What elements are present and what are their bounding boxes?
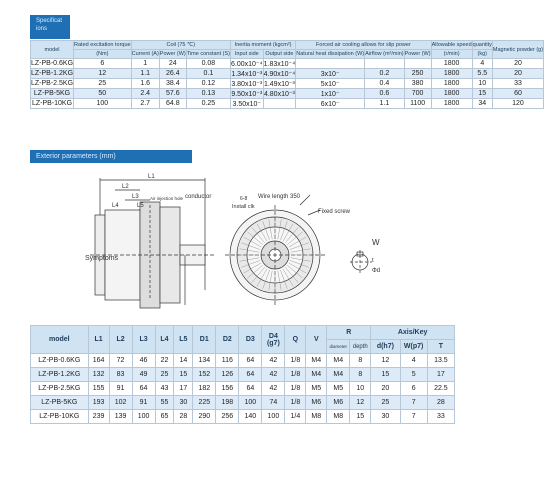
table-cell: 155 [88, 382, 109, 396]
table-cell: 4.90x10⁻⁴ [263, 70, 296, 78]
col-torque-unit: (Nm) [74, 50, 132, 59]
table-cell: 57.6 [159, 89, 186, 99]
table-cell: M4 [327, 354, 350, 368]
table-cell: 3.80x10⁻³ [231, 80, 263, 88]
table-cell: 1100 [404, 99, 431, 109]
table-cell: 1800 [431, 59, 472, 69]
table-cell: 20 [371, 382, 400, 396]
dcol-t: T [427, 340, 454, 354]
label-d: Φd [372, 268, 381, 274]
label-install: Install clk [232, 204, 255, 210]
table-cell: 1800 [431, 69, 472, 79]
table-cell: M8 [306, 410, 327, 424]
table-cell: 43 [155, 382, 174, 396]
table-cell: 33 [427, 410, 454, 424]
col-speed-unit: (r/min) [431, 50, 472, 59]
table-cell: LZ-PB-2.5KG [31, 80, 74, 87]
table-cell: 0.2 [365, 69, 405, 79]
table-cell: 1.1 [131, 69, 159, 79]
table-cell: 225 [193, 396, 216, 410]
table-cell: 12 [350, 396, 371, 410]
label-l5: L5 [137, 203, 144, 209]
table-cell: 9.50x10⁻³ [231, 90, 263, 98]
table-cell: 100 [239, 396, 262, 410]
table-cell: 1/8 [285, 368, 306, 382]
table-cell: 17 [427, 368, 454, 382]
dcol-l5: L5 [174, 326, 193, 354]
table-cell: LZ-PB-1.2KG [31, 70, 74, 77]
label-symptoms: Symptoms [85, 255, 119, 262]
table-cell: 72 [109, 354, 132, 368]
table-cell: 1/8 [285, 354, 306, 368]
label-d6: 6-8 [240, 196, 248, 202]
table-cell: 6 [400, 382, 427, 396]
table-cell: M6 [327, 396, 350, 410]
dcol-q: Q [285, 326, 306, 354]
table-cell: M4 [327, 368, 350, 382]
dcol-r-dia: diameter [327, 340, 350, 354]
dcol-l3: L3 [132, 326, 155, 354]
table-cell: LZ-PB-5KG [31, 396, 89, 410]
dcol-l4: L4 [155, 326, 174, 354]
table-cell: LZ-PB-10KG [31, 410, 89, 424]
dcol-r: R [327, 326, 371, 340]
label-fixed: Fixed screw [318, 209, 351, 215]
table-cell: 64 [132, 382, 155, 396]
dcol-model: model [31, 326, 89, 354]
col-torque: Rated excitation torque [74, 42, 131, 48]
dims-table [30, 325, 455, 424]
table-cell: 4 [472, 59, 492, 69]
table-cell: 13.5 [427, 354, 454, 368]
table-cell: 50 [74, 89, 132, 99]
table-cell: 22.5 [427, 382, 454, 396]
table-cell: 380 [404, 79, 431, 89]
spec-heading: Specificat ions [30, 15, 70, 39]
table-cell: M6 [306, 396, 327, 410]
col-cool-pow: Power (W) [404, 51, 431, 57]
col-cool-nat: Natural heat dissipation (W) [296, 51, 365, 57]
table-cell: 1x10⁻ [296, 89, 365, 99]
col-coil: Coil (75 ℃) [131, 41, 230, 50]
table-cell: 140 [239, 410, 262, 424]
dcol-wp7: W(p7) [400, 340, 427, 354]
table-cell: 17 [174, 382, 193, 396]
table-cell: 46 [132, 354, 155, 368]
table-cell: 42 [262, 382, 285, 396]
col-speed: Allowable speed [431, 42, 472, 48]
table-cell: 152 [193, 368, 216, 382]
table-cell: LZ-PB-5KG [31, 89, 74, 99]
table-cell: LZ-PB-2.5KG [31, 382, 89, 396]
dcol-dh7: d(h7) [371, 340, 400, 354]
table-cell: 1.1 [365, 99, 405, 109]
label-l4: L4 [112, 203, 119, 209]
table-cell: 55 [155, 396, 174, 410]
dims-row [31, 396, 455, 410]
dcol-d3: D3 [239, 326, 262, 354]
dcol-l2: L2 [109, 326, 132, 354]
table-cell: 26.4 [159, 69, 186, 79]
table-cell: 100 [262, 410, 285, 424]
dims-row [31, 410, 455, 424]
table-cell: 28 [427, 396, 454, 410]
col-qty-unit: (kg) [472, 50, 492, 59]
table-cell: 49 [132, 368, 155, 382]
table-cell: 1.49x10⁻³ [263, 80, 295, 88]
col-powder: Magnetic powder (g) [492, 41, 543, 59]
table-cell: 6x10⁻ [296, 99, 365, 109]
table-cell: 22 [155, 354, 174, 368]
label-l1: L1 [148, 174, 155, 180]
table-cell: 25 [371, 396, 400, 410]
dims-row [31, 382, 455, 396]
table-cell: LZ-PB-1.2KG [31, 368, 89, 382]
label-air: Air injection hole [150, 196, 184, 201]
table-cell: 65 [155, 410, 174, 424]
dims-row [31, 354, 455, 368]
table-cell: 4 [400, 354, 427, 368]
col-inertia-out: Output side [263, 50, 296, 59]
label-conductor: conductor [185, 194, 212, 200]
table-cell: 42 [262, 368, 285, 382]
table-cell: 15 [371, 368, 400, 382]
table-cell: 7 [400, 410, 427, 424]
table-cell: LZ-PB-10KG [31, 100, 73, 107]
table-cell: M5 [327, 382, 350, 396]
table-cell: M8 [327, 410, 350, 424]
table-cell: 4.80x10⁻³ [263, 90, 295, 98]
col-inertia: Inertia moment (kgcm²) [230, 41, 295, 50]
col-inertia-in: Input side [230, 50, 263, 59]
table-cell: M5 [306, 382, 327, 396]
table-cell: 64.8 [159, 99, 186, 109]
col-qty: quantity [472, 42, 492, 48]
dcol-l1: L1 [88, 326, 109, 354]
table-cell: 132 [88, 368, 109, 382]
table-cell: 126 [216, 368, 239, 382]
table-cell: 12 [74, 69, 132, 79]
table-cell: 30 [174, 396, 193, 410]
table-cell: 24 [159, 59, 186, 69]
table-cell: 0.6 [365, 89, 405, 99]
table-cell: 250 [404, 69, 431, 79]
table-cell: 1/4 [285, 410, 306, 424]
table-cell: 1.83x10⁻⁴ [263, 60, 296, 68]
table-cell: 74 [262, 396, 285, 410]
table-cell: 0.4 [365, 79, 405, 89]
table-cell: 0.12 [186, 79, 230, 89]
table-cell: 25 [155, 368, 174, 382]
table-cell: 1800 [431, 99, 472, 109]
label-t: t [372, 258, 374, 264]
table-cell: 64 [239, 382, 262, 396]
table-cell: 12 [371, 354, 400, 368]
table-cell: 120 [492, 99, 543, 109]
table-cell: 1/8 [285, 396, 306, 410]
table-cell: 290 [193, 410, 216, 424]
table-cell: 1.6 [131, 79, 159, 89]
table-cell: 42 [262, 354, 285, 368]
table-cell: M4 [306, 368, 327, 382]
dcol-axis: Axis/Key [371, 326, 455, 340]
table-cell: 15 [350, 410, 371, 424]
table-cell: 15 [174, 368, 193, 382]
col-model: model [31, 41, 74, 59]
table-cell: 100 [132, 410, 155, 424]
dcol-v: V [306, 326, 327, 354]
table-cell: 20 [492, 59, 543, 69]
table-cell: 164 [88, 354, 109, 368]
table-cell: 1.34x10⁻³ [231, 70, 263, 78]
col-coil-power: Power (W) [159, 51, 186, 57]
table-cell: 60 [492, 89, 543, 99]
table-cell: 182 [193, 382, 216, 396]
table-cell: 91 [109, 382, 132, 396]
table-cell: 14 [174, 354, 193, 368]
label-l3: L3 [132, 194, 139, 200]
dcol-d4: D4 (g7) [262, 326, 285, 354]
table-cell: 6.00x10⁻⁴ [230, 60, 263, 68]
table-cell: 1/8 [285, 382, 306, 396]
table-cell: 25 [74, 79, 132, 89]
table-cell: 83 [109, 368, 132, 382]
table-cell: 64 [239, 368, 262, 382]
table-cell: 0.25 [186, 99, 230, 109]
table-cell: 38.4 [159, 79, 186, 89]
col-coil-current: Current (A) [131, 51, 159, 57]
col-cooling: Forced air cooling allows for slip power [296, 41, 431, 50]
dims-row [31, 368, 455, 382]
table-cell: 3x10⁻ [296, 69, 365, 79]
table-cell: 8 [350, 354, 371, 368]
table-cell: 15 [472, 89, 492, 99]
table-cell: 102 [109, 396, 132, 410]
table-cell: 3.50x10⁻ [230, 99, 263, 109]
table-cell: LZ-PB-0.6KG [31, 354, 89, 368]
table-cell: 8 [350, 368, 371, 382]
table-cell: 10 [472, 79, 492, 89]
table-cell: 116 [216, 354, 239, 368]
table-cell: 134 [193, 354, 216, 368]
table-cell: 239 [88, 410, 109, 424]
table-cell: 5 [400, 368, 427, 382]
table-cell: 5x10⁻ [296, 79, 365, 89]
table-cell: 7 [400, 396, 427, 410]
label-w: W [372, 238, 380, 247]
table-cell: 198 [216, 396, 239, 410]
dcol-r-depth: depth [350, 340, 371, 354]
table-cell: 2.4 [131, 89, 159, 99]
table-cell: 1 [131, 59, 159, 69]
table-cell: 64 [239, 354, 262, 368]
table-cell: 193 [88, 396, 109, 410]
shaft-detail [350, 250, 372, 275]
col-coil-time: Time constant (S) [186, 51, 230, 57]
label-l2: L2 [122, 184, 129, 190]
table-cell: 256 [216, 410, 239, 424]
table-cell: 20 [492, 69, 543, 79]
table-cell: 0.1 [186, 69, 230, 79]
table-cell: LZ-PB-0.6KG [31, 60, 74, 67]
table-cell: 2.7 [131, 99, 159, 109]
table-cell: 30 [371, 410, 400, 424]
table-cell: 0.13 [186, 89, 230, 99]
table-cell: 33 [492, 79, 543, 89]
table-cell: 0.08 [186, 59, 230, 69]
exterior-heading: Exterior parameters (mm) [30, 150, 192, 163]
col-cool-air: Airflow (m³/min) [365, 51, 404, 57]
table-cell: 28 [174, 410, 193, 424]
table-cell: 100 [74, 99, 132, 109]
dcol-d1: D1 [193, 326, 216, 354]
table-cell: 156 [216, 382, 239, 396]
table-cell: 91 [132, 396, 155, 410]
table-cell: 10 [350, 382, 371, 396]
table-cell: 34 [472, 99, 492, 109]
table-cell: 5.5 [472, 69, 492, 79]
table-cell: 139 [109, 410, 132, 424]
table-cell: 700 [404, 89, 431, 99]
table-cell: M4 [306, 354, 327, 368]
table-cell: 1800 [431, 79, 472, 89]
table-cell: 6 [74, 59, 132, 69]
label-wire: Wire length 350 [258, 194, 301, 200]
dcol-d2: D2 [216, 326, 239, 354]
table-cell: 1800 [431, 89, 472, 99]
